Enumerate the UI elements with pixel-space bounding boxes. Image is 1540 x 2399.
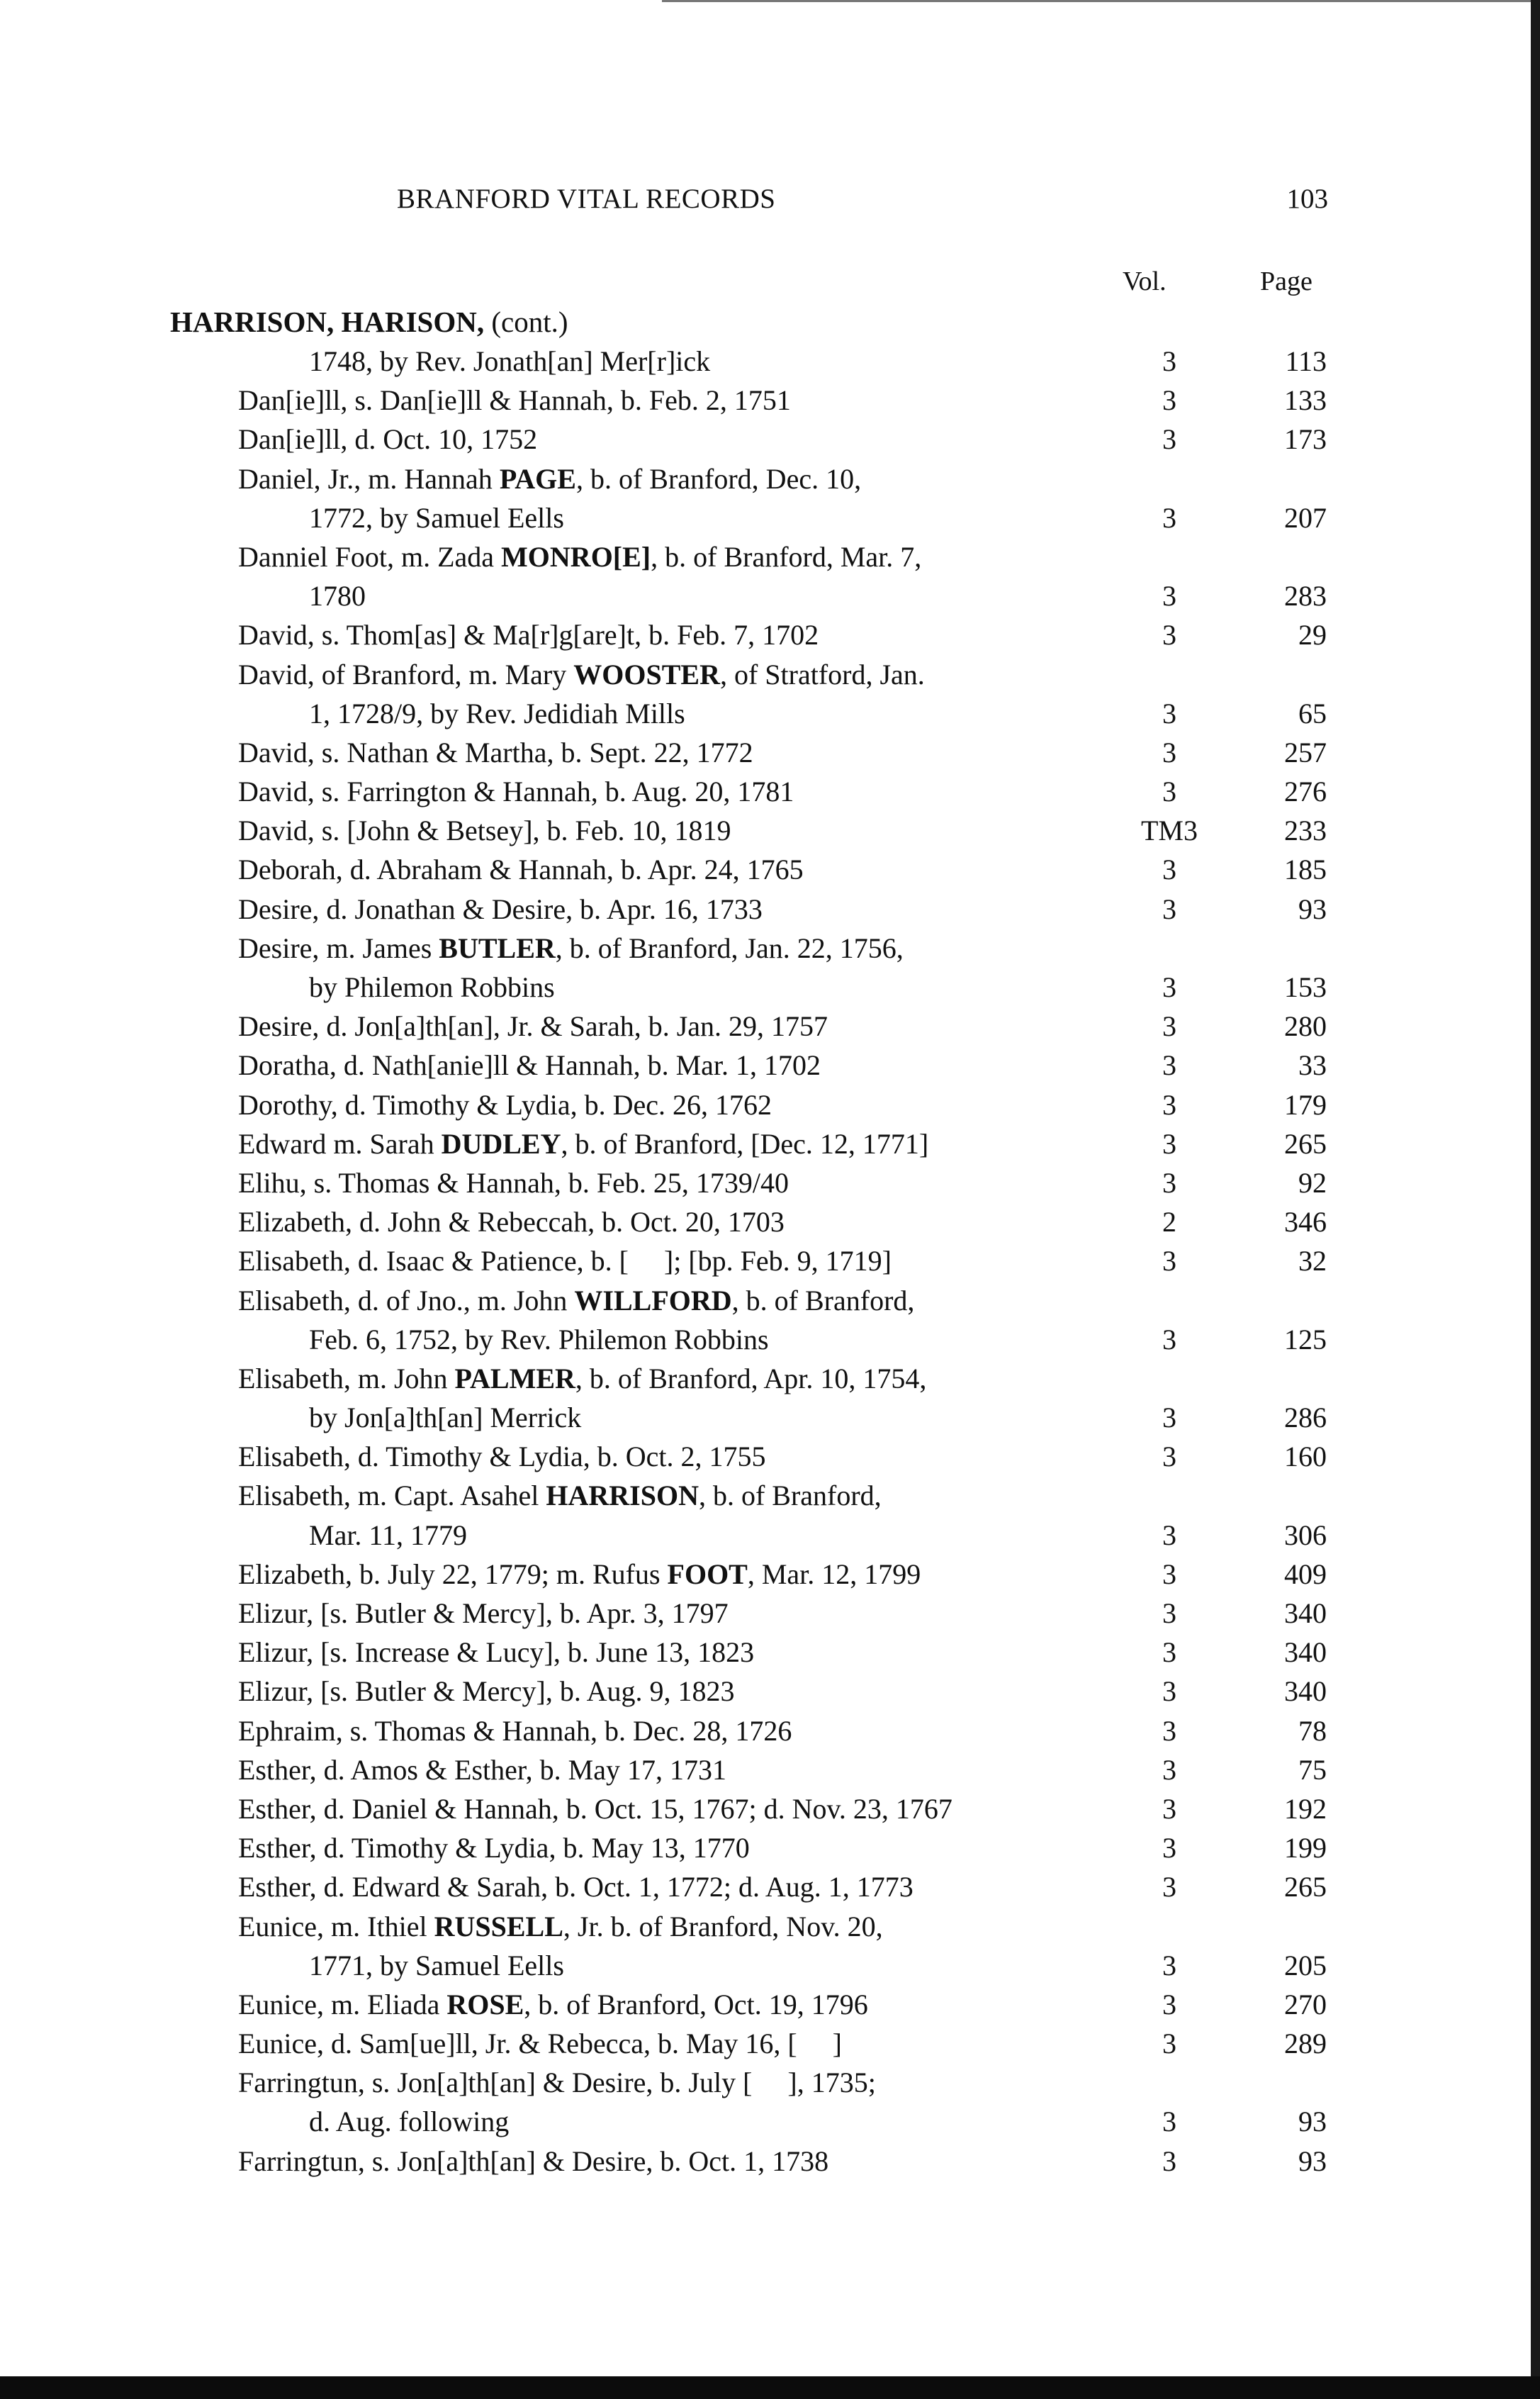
record-page: 185 (1284, 854, 1327, 886)
record-text (238, 615, 819, 654)
record-text (309, 576, 366, 615)
record-line (0, 772, 1540, 811)
record-volume: 3 (1162, 1792, 1176, 1825)
record-volume: 3 (1162, 1049, 1176, 1082)
record-line (0, 498, 1540, 537)
record-surname: BUTLER (439, 932, 556, 964)
record-line (0, 929, 1540, 968)
column-header-vol: Vol. (1123, 267, 1167, 296)
record-volume: 3 (1162, 1988, 1176, 2020)
record-volume: 3 (1162, 1088, 1176, 1121)
surname-heading (170, 305, 568, 339)
record-text-part: , b. of Branford, [Dec. 12, 1771] (561, 1127, 929, 1160)
record-volume: 3 (1162, 619, 1176, 652)
record-volume: 3 (1162, 580, 1176, 613)
record-line (0, 1437, 1540, 1476)
record-page: 153 (1284, 971, 1327, 1003)
record-volume: 3 (1162, 345, 1176, 377)
record-volume: 3 (1162, 1558, 1176, 1590)
record-page: 33 (1298, 1049, 1327, 1082)
record-text-part: Elizur, [s. Butler & Mercy], b. Aug. 9, 1823 (238, 1675, 735, 1708)
record-text-part: , of Stratford, Jan. (719, 658, 925, 690)
record-page: 113 (1285, 345, 1327, 377)
record-line (0, 459, 1540, 498)
record-line (0, 1046, 1540, 1085)
record-text (309, 694, 685, 733)
record-volume: 3 (1162, 1127, 1176, 1160)
record-text-part: Esther, d. Amos & Esther, b. May 17, 1731 (238, 1753, 726, 1786)
record-volume: 3 (1162, 971, 1176, 1003)
record-line (0, 733, 1540, 772)
record-page: 289 (1284, 2028, 1327, 2060)
record-text-part: Dan[ie]ll, d. Oct. 10, 1752 (238, 423, 538, 456)
record-text-part: Esther, d. Timothy & Lydia, b. May 13, 1770 (238, 1832, 750, 1864)
record-volume: 3 (1162, 736, 1176, 768)
record-text (238, 1046, 821, 1085)
record-text-part: David, s. Thom[as] & Ma[r]g[are]t, b. Feb. 7, 1702 (238, 619, 819, 652)
record-text (238, 1241, 892, 1280)
record-text-part: , b. of Branford, Dec. 10, (575, 462, 862, 495)
record-text (238, 1985, 868, 2024)
record-text-part: , b. of Branford, Oct. 19, 1796 (524, 1988, 868, 2020)
record-text-part: Mar. 11, 1779 (309, 1519, 467, 1551)
record-page: 160 (1284, 1441, 1327, 1473)
record-page: 306 (1284, 1519, 1327, 1551)
record-text (238, 1789, 952, 1828)
record-volume: 3 (1162, 1166, 1176, 1199)
page-header (397, 183, 1328, 225)
record-list (0, 342, 1540, 2181)
record-line (0, 1516, 1540, 1555)
record-volume: 3 (1162, 2144, 1176, 2177)
record-text (238, 1633, 754, 1672)
record-text-part: Desire, d. Jonathan & Desire, b. Apr. 16, 1733 (238, 893, 763, 925)
record-page: 93 (1298, 2144, 1327, 2177)
record-page: 133 (1284, 384, 1327, 417)
record-text-part: , b. of Branford, Mar. 7, (651, 540, 922, 573)
record-text (238, 1202, 785, 1241)
record-surname: RUSSELL (434, 1910, 563, 1942)
record-page: 92 (1298, 1166, 1327, 1199)
record-text (238, 733, 753, 772)
record-line (0, 1867, 1540, 1906)
record-text-part: Elisabeth, d. of Jno., m. John (238, 1284, 575, 1316)
record-text-part: Elisabeth, m. John (238, 1362, 455, 1394)
record-line (0, 615, 1540, 654)
record-text-part: Elizur, [s. Butler & Mercy], b. Apr. 3, 1797 (238, 1597, 729, 1629)
record-page: 78 (1298, 1714, 1327, 1747)
record-page: 65 (1298, 697, 1327, 729)
record-volume: 3 (1162, 1010, 1176, 1043)
record-text-part: 1780 (309, 580, 366, 613)
record-volume: 3 (1162, 423, 1176, 456)
record-text (238, 420, 537, 459)
record-text (238, 1281, 914, 1320)
record-text (238, 1867, 914, 1906)
record-line (0, 1633, 1540, 1672)
record-page: 173 (1284, 423, 1327, 456)
record-text-part: by Philemon Robbins (309, 971, 555, 1003)
record-line (0, 1398, 1540, 1437)
record-line (0, 1594, 1540, 1633)
record-text-part: Daniel, Jr., m. Hannah (238, 462, 500, 495)
record-volume: 3 (1162, 1753, 1176, 1786)
record-text-part: Esther, d. Edward & Sarah, b. Oct. 1, 1772; d. Aug. 1, 1773 (238, 1871, 914, 1903)
record-volume: 3 (1162, 1949, 1176, 1981)
record-line (0, 2102, 1540, 2141)
record-text (238, 2142, 828, 2181)
record-volume: 3 (1162, 1714, 1176, 1747)
record-line (0, 342, 1540, 381)
record-text (309, 1320, 769, 1359)
record-text-part: Dorothy, d. Timothy & Lydia, b. Dec. 26, 1762 (238, 1088, 772, 1121)
record-text-part: , b. of Branford, (698, 1480, 882, 1512)
record-volume: 3 (1162, 501, 1176, 534)
record-text (238, 2024, 842, 2063)
record-text (238, 850, 804, 889)
record-text (238, 1711, 792, 1750)
record-text-part: Ephraim, s. Thomas & Hannah, b. Dec. 28, 1726 (238, 1714, 792, 1747)
record-text (238, 459, 861, 498)
record-surname: PALMER (454, 1362, 575, 1394)
record-text (238, 1007, 828, 1046)
record-text (238, 1907, 883, 1946)
record-surname: WOOSTER (573, 658, 720, 690)
record-line (0, 1828, 1540, 1867)
record-text (238, 1437, 765, 1476)
record-line (0, 1750, 1540, 1789)
record-line (0, 1124, 1540, 1163)
record-text-part: , b. of Branford, (731, 1284, 915, 1316)
record-line (0, 1163, 1540, 1202)
record-line (0, 1359, 1540, 1398)
record-text-part: Esther, d. Daniel & Hannah, b. Oct. 15, 1767; d. Nov. 23, 1767 (238, 1792, 952, 1825)
record-text-part: Edward m. Sarah (238, 1127, 442, 1160)
record-text (238, 537, 921, 576)
record-volume: 3 (1162, 1597, 1176, 1629)
record-line (0, 1555, 1540, 1594)
record-text (238, 1750, 726, 1789)
record-text-part: David, s. Nathan & Martha, b. Sept. 22, 1772 (238, 736, 753, 768)
record-line (0, 381, 1540, 420)
record-line (0, 2063, 1540, 2102)
record-page: 257 (1284, 736, 1327, 768)
record-text (238, 1828, 750, 1867)
record-text-part: David, of Branford, m. Mary (238, 658, 574, 690)
record-volume: 3 (1162, 776, 1176, 808)
record-text-part: Farringtun, s. Jon[a]th[an] & Desire, b. Oct. 1, 1738 (238, 2144, 829, 2177)
record-text-part: , Mar. 12, 1799 (747, 1558, 921, 1590)
record-text-part: Elisabeth, m. Capt. Asahel (238, 1480, 546, 1512)
record-line (0, 890, 1540, 929)
record-line (0, 1985, 1540, 2024)
record-text (309, 1398, 581, 1437)
record-volume: 3 (1162, 1675, 1176, 1708)
record-text-part: David, s. Farrington & Hannah, b. Aug. 20, 1781 (238, 776, 794, 808)
record-page: 346 (1284, 1206, 1327, 1238)
record-page: 283 (1284, 580, 1327, 613)
surname-name: HARRISON, HARISON, (170, 306, 485, 338)
record-text (238, 1476, 882, 1515)
record-text-part: d. Aug. following (309, 2106, 510, 2138)
record-page: 265 (1284, 1871, 1327, 1903)
record-text-part: Feb. 6, 1752, by Rev. Philemon Robbins (309, 1323, 769, 1355)
record-page: 280 (1284, 1010, 1327, 1043)
record-volume: 3 (1162, 1832, 1176, 1864)
record-line (0, 1281, 1540, 1320)
record-text-part: by Jon[a]th[an] Merrick (309, 1402, 582, 1434)
record-text-part: Eunice, d. Sam[ue]ll, Jr. & Rebecca, b. May 16, [ ] (238, 2028, 842, 2060)
record-text (238, 1555, 921, 1594)
record-surname: PAGE (499, 462, 576, 495)
record-line (0, 811, 1540, 850)
record-text-part: 1748, by Rev. Jonath[an] Mer[r]ick (309, 345, 711, 377)
record-text (238, 1085, 772, 1124)
record-line (0, 968, 1540, 1007)
record-line (0, 1320, 1540, 1359)
record-line (0, 1789, 1540, 1828)
record-volume: 3 (1162, 1519, 1176, 1551)
record-page: 276 (1284, 776, 1327, 808)
record-line (0, 1202, 1540, 1241)
record-text (238, 890, 763, 929)
record-line (0, 537, 1540, 576)
record-page: 32 (1298, 1245, 1327, 1277)
record-line (0, 420, 1540, 459)
record-volume: 3 (1162, 1636, 1176, 1669)
record-text-part: Elizur, [s. Increase & Lucy], b. June 13, 1823 (238, 1636, 755, 1669)
record-text (238, 811, 731, 850)
record-surname: ROSE (446, 1988, 524, 2020)
record-text (238, 1163, 789, 1202)
record-text-part: Doratha, d. Nath[anie]ll & Hannah, b. Mar. 1, 1702 (238, 1049, 821, 1082)
record-text-part: Elizabeth, d. John & Rebeccah, b. Oct. 20, 1703 (238, 1206, 785, 1238)
record-page: 340 (1284, 1636, 1327, 1669)
record-text (309, 1946, 564, 1985)
running-title: BRANFORD VITAL RECORDS (397, 184, 776, 214)
record-surname: MONRO[E] (501, 540, 651, 573)
record-page: 233 (1284, 815, 1327, 847)
record-line (0, 2142, 1540, 2181)
record-page: 265 (1284, 1127, 1327, 1160)
record-line (0, 1672, 1540, 1711)
record-page: 125 (1284, 1323, 1327, 1355)
record-volume: 3 (1162, 1441, 1176, 1473)
record-volume: 3 (1162, 697, 1176, 729)
record-text-part: Eunice, m. Ithiel (238, 1910, 434, 1942)
record-page: 179 (1284, 1088, 1327, 1121)
record-text-part: Desire, d. Jon[a]th[an], Jr. & Sarah, b. Jan. 29, 1757 (238, 1010, 828, 1043)
record-line (0, 1946, 1540, 1985)
record-volume: 3 (1162, 1402, 1176, 1434)
surname-suffix: (cont.) (491, 306, 568, 338)
record-page: 340 (1284, 1675, 1327, 1708)
record-text (238, 1594, 729, 1633)
record-text-part: , b. of Branford, Jan. 22, 1756, (555, 932, 904, 964)
record-text-part: David, s. [John & Betsey], b. Feb. 10, 1819 (238, 815, 731, 847)
record-page: 75 (1298, 1753, 1327, 1786)
record-line (0, 1241, 1540, 1280)
record-volume: 3 (1162, 2106, 1176, 2138)
record-text (309, 342, 710, 381)
record-text (309, 498, 564, 537)
record-page: 286 (1284, 1402, 1327, 1434)
record-text-part: Farringtun, s. Jon[a]th[an] & Desire, b. July [ ], 1735; (238, 2067, 876, 2099)
record-text-part: Eunice, m. Eliada (238, 1988, 447, 2020)
record-text-part: 1, 1728/9, by Rev. Jedidiah Mills (309, 697, 685, 729)
record-text (238, 929, 904, 968)
record-page: 192 (1284, 1792, 1327, 1825)
record-line (0, 1711, 1540, 1750)
record-page: 93 (1298, 893, 1327, 925)
record-volume: 3 (1162, 2028, 1176, 2060)
record-text-part: Deborah, d. Abraham & Hannah, b. Apr. 24, 1765 (238, 854, 804, 886)
record-page: 199 (1284, 1832, 1327, 1864)
record-page: 207 (1284, 501, 1327, 534)
record-line (0, 1907, 1540, 1946)
record-volume: 3 (1162, 1245, 1176, 1277)
record-surname: HARRISON (546, 1480, 699, 1512)
record-text (238, 1359, 926, 1398)
record-text-part: 1771, by Samuel Eells (309, 1949, 564, 1981)
record-volume: 3 (1162, 384, 1176, 417)
record-text-part: Elisabeth, d. Isaac & Patience, b. [ ]; [bp. Feb. 9, 1719] (238, 1245, 892, 1277)
record-page: 270 (1284, 1988, 1327, 2020)
record-page: 29 (1298, 619, 1327, 652)
record-text-part: Elihu, s. Thomas & Hannah, b. Feb. 25, 1739/40 (238, 1166, 789, 1199)
record-line (0, 576, 1540, 615)
record-volume: 3 (1162, 1323, 1176, 1355)
record-volume: 3 (1162, 893, 1176, 925)
record-text-part: Elisabeth, d. Timothy & Lydia, b. Oct. 2, 1755 (238, 1441, 766, 1473)
record-text-part: 1772, by Samuel Eells (309, 501, 564, 534)
record-text (309, 2102, 509, 2141)
page-number: 103 (1286, 184, 1328, 214)
record-text-part: Desire, m. James (238, 932, 439, 964)
column-header-page: Page (1260, 267, 1313, 296)
scan-top-edge (662, 0, 1540, 2)
record-text-part: Danniel Foot, m. Zada (238, 540, 502, 573)
record-text (309, 1516, 467, 1555)
record-text-part: Elizabeth, b. July 22, 1779; m. Rufus (238, 1558, 668, 1590)
record-line (0, 1085, 1540, 1124)
record-volume: 3 (1162, 1871, 1176, 1903)
record-text-part: Dan[ie]ll, s. Dan[ie]ll & Hannah, b. Feb. 2, 1751 (238, 384, 791, 417)
record-text (238, 1672, 735, 1711)
scan-bottom-edge (0, 2376, 1540, 2399)
record-line (0, 694, 1540, 733)
record-text (238, 2063, 876, 2102)
record-text-part: , b. of Branford, Apr. 10, 1754, (575, 1362, 927, 1394)
record-surname: DUDLEY (441, 1127, 561, 1160)
record-text-part: , Jr. b. of Branford, Nov. 20, (563, 1910, 883, 1942)
record-page: 205 (1284, 1949, 1327, 1981)
record-line (0, 2024, 1540, 2063)
record-page: 340 (1284, 1597, 1327, 1629)
record-line (0, 655, 1540, 694)
record-volume: 2 (1162, 1206, 1176, 1238)
record-page: 93 (1298, 2106, 1327, 2138)
record-page: 409 (1284, 1558, 1327, 1590)
record-text (238, 381, 791, 420)
record-line (0, 1476, 1540, 1515)
record-volume: TM3 (1141, 815, 1198, 847)
record-text (238, 1124, 928, 1163)
record-text (238, 655, 925, 694)
record-surname: FOOT (667, 1558, 748, 1590)
record-line (0, 1007, 1540, 1046)
record-line (0, 850, 1540, 889)
record-volume: 3 (1162, 854, 1176, 886)
record-surname: WILLFORD (574, 1284, 732, 1316)
record-text (309, 968, 555, 1007)
record-text (238, 772, 794, 811)
